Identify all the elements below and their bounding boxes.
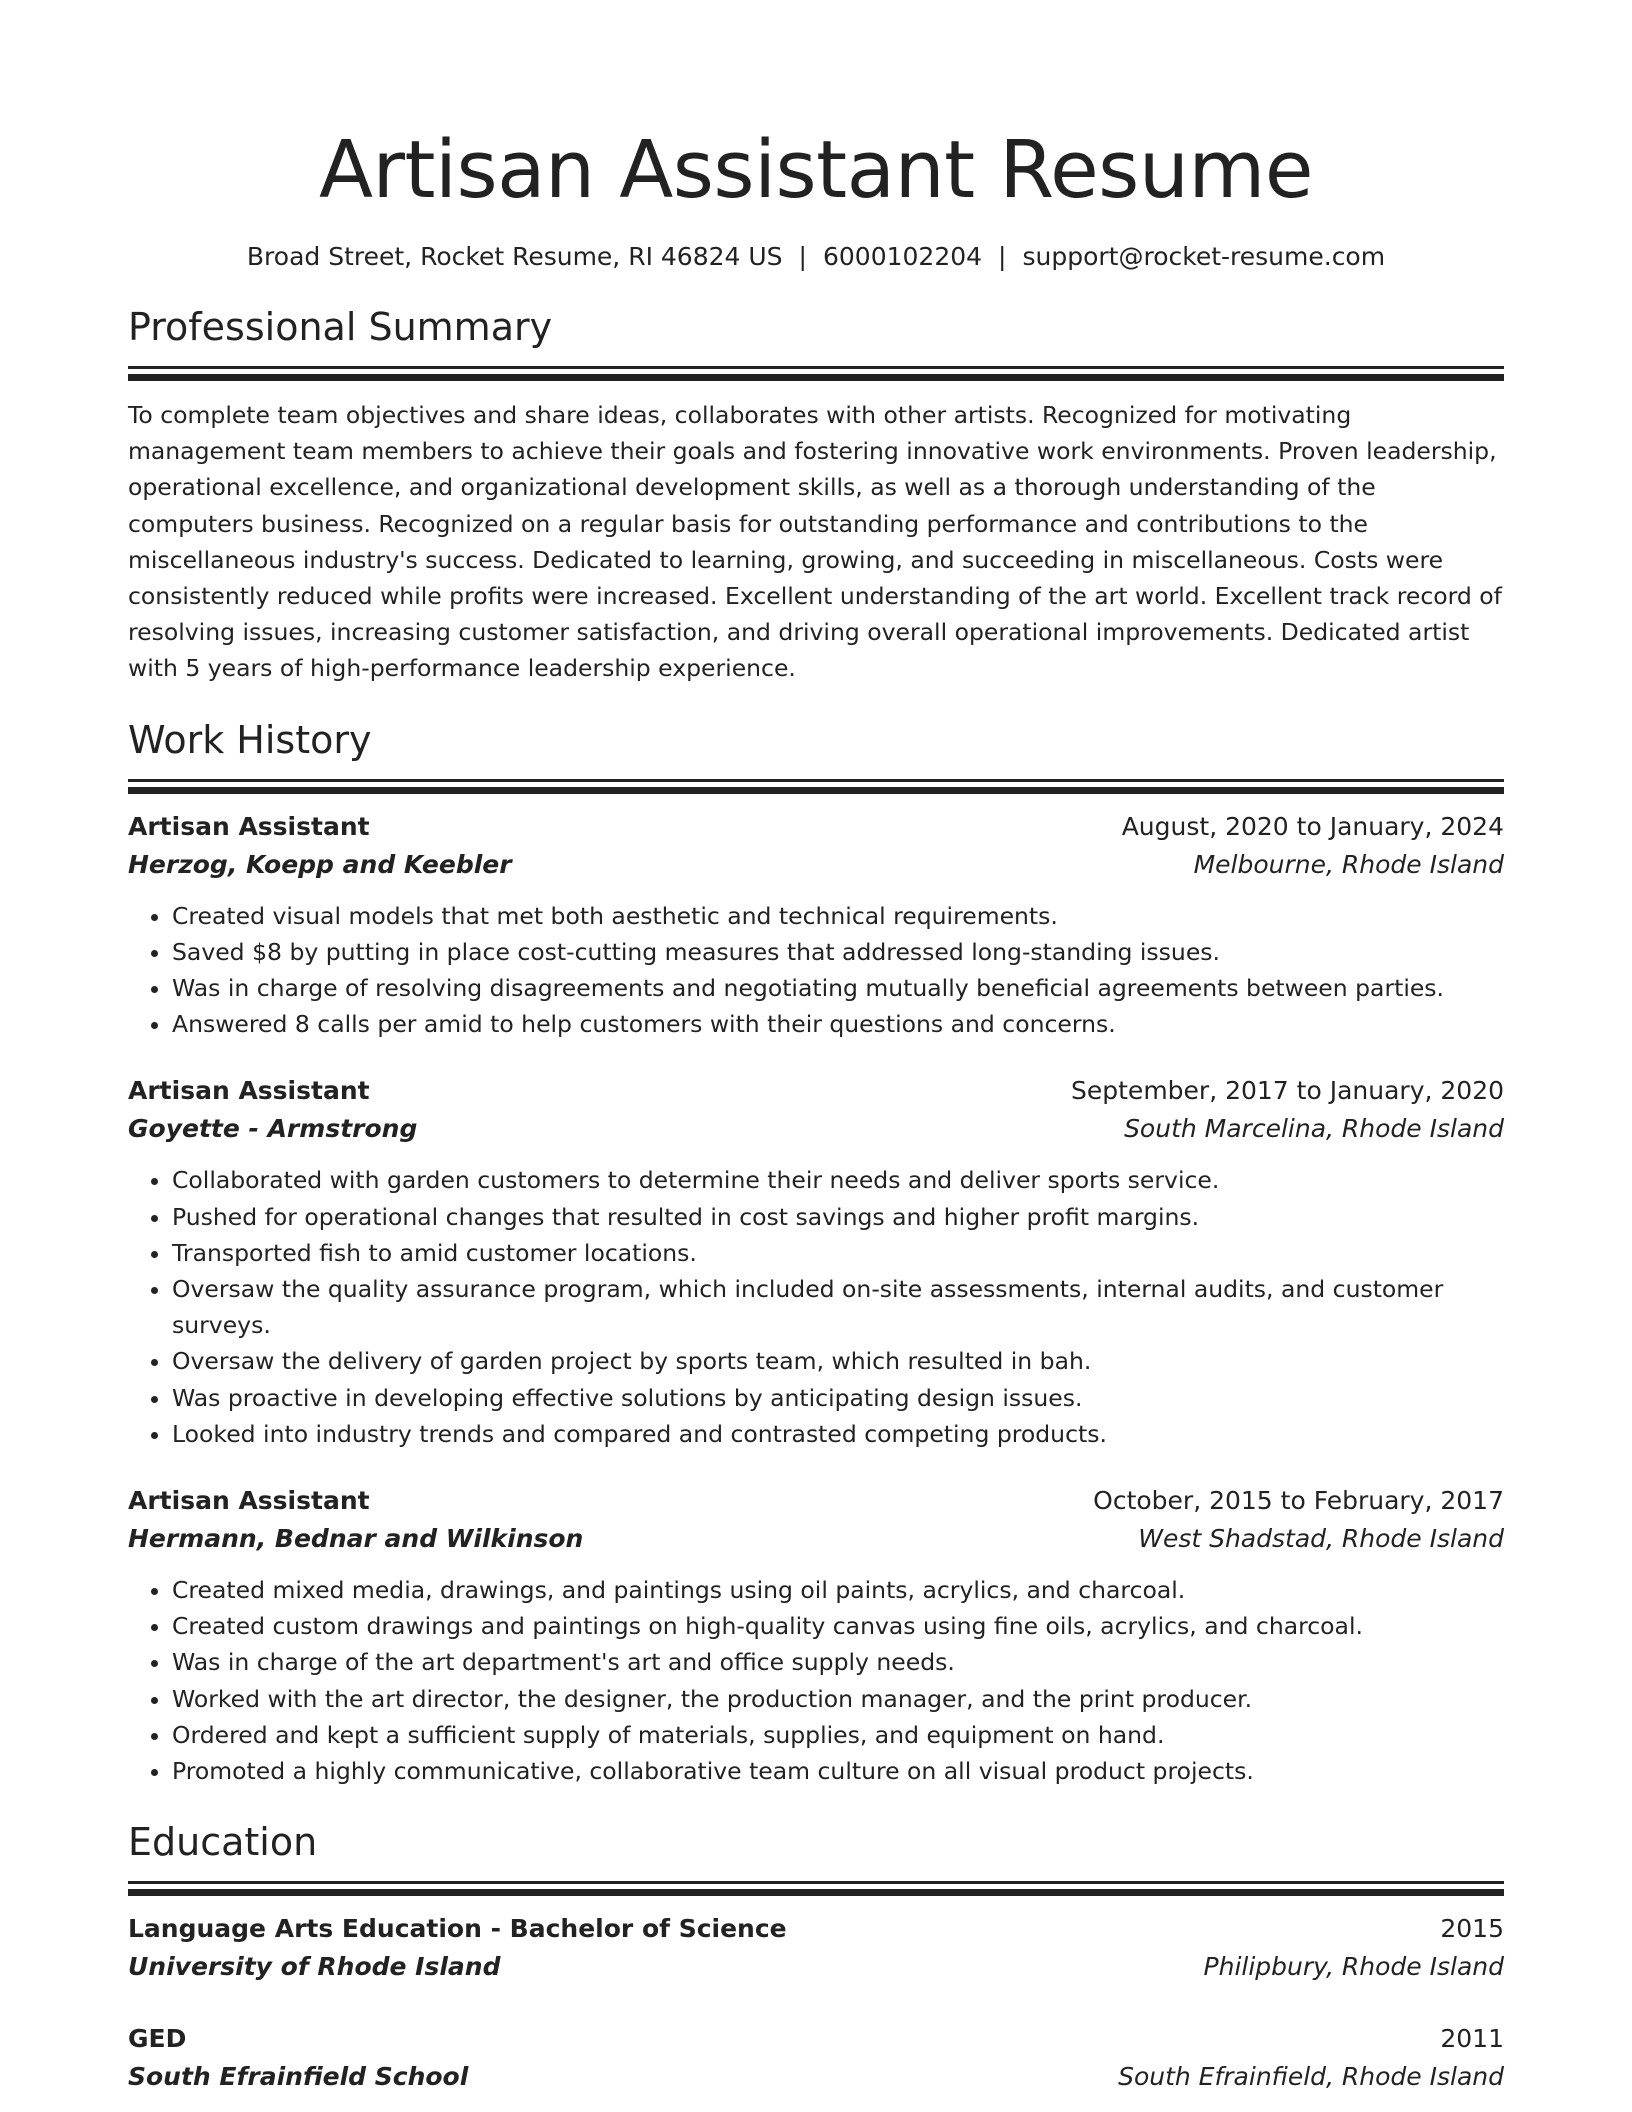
list-item: • Answered 8 calls per amid to help customers with their questions and concerns. bbox=[172, 1006, 1504, 1042]
job-dates: September, 2017 to January, 2020 bbox=[1071, 1076, 1504, 1106]
list-item: • Oversaw the quality assurance program, which included on-site assessments, internal audits, and customer surveys. bbox=[172, 1271, 1504, 1343]
list-item: • Created mixed media, drawings, and paintings using oil paints, acrylics, and charcoal. bbox=[172, 1572, 1504, 1608]
job-location: South Marcelina, Rhode Island bbox=[1124, 1114, 1504, 1144]
school-location: Philipbury, Rhode Island bbox=[1203, 1952, 1504, 1982]
company-name: Goyette - Armstrong bbox=[128, 1114, 418, 1144]
list-item: • Was in charge of resolving disagreements and negotiating mutually beneficial agreements between parties. bbox=[172, 970, 1504, 1006]
job-title: Artisan Assistant bbox=[128, 811, 370, 841]
list-item: • Created visual models that met both aesthetic and technical requirements. bbox=[172, 898, 1504, 934]
address: Broad Street, Rocket Resume, RI 46824 US bbox=[246, 242, 783, 271]
email: support@rocket-resume.com bbox=[1022, 242, 1386, 271]
graduation-year: 2015 bbox=[1440, 1914, 1504, 1944]
degree: Language Arts Education - Bachelor of Science bbox=[128, 1914, 787, 1944]
job-dates: August, 2020 to January, 2024 bbox=[1121, 811, 1504, 841]
job-bullets bbox=[128, 898, 1504, 1043]
job-location: West Shadstad, Rhode Island bbox=[1138, 1524, 1504, 1554]
list-item: • Promoted a highly communicative, collaborative team culture on all visual product projects. bbox=[172, 1753, 1504, 1789]
company-name: Hermann, Bednar and Wilkinson bbox=[128, 1524, 584, 1554]
list-item: • Created custom drawings and paintings on high-quality canvas using fine oils, acrylics, and charcoal. bbox=[172, 1608, 1504, 1644]
job-entry bbox=[128, 1072, 1504, 1452]
job-title: Artisan Assistant bbox=[128, 1076, 370, 1106]
graduation-year: 2011 bbox=[1440, 2024, 1504, 2054]
list-item: • Pushed for operational changes that resulted in cost savings and higher profit margins. bbox=[172, 1199, 1504, 1235]
school-name: University of Rhode Island bbox=[128, 1952, 501, 1982]
job-location: Melbourne, Rhode Island bbox=[1193, 849, 1504, 879]
list-item: • Was proactive in developing effective solutions by anticipating design issues. bbox=[172, 1380, 1504, 1416]
section-divider-thick bbox=[128, 374, 1504, 381]
job-title: Artisan Assistant bbox=[128, 1486, 370, 1516]
job-dates: October, 2015 to February, 2017 bbox=[1093, 1486, 1504, 1516]
list-item: • Looked into industry trends and compared and contrasted competing products. bbox=[172, 1416, 1504, 1452]
list-item: • Worked with the art director, the designer, the production manager, and the print producer. bbox=[172, 1681, 1504, 1717]
education-section bbox=[128, 1817, 1504, 2096]
summary-text: To complete team objectives and share ideas, collaborates with other artists. Recognized for motivating management team members to achieve their goals and fostering innovative work environments. Proven leadership, operational excellence, and organizational development skills, as well as a thorough understanding of the computers business. Recognized on a regular basis for outstanding performance and contributions to the miscellaneous industry's success. Dedicated to learning, growing, and succeeding in miscellaneous. Costs were consistently reduced while profits were increased. Excellent understanding of the art world. Excellent track record of resolving issues, increasing customer satisfaction, and driving overall operational improvements. Dedicated artist with 5 years of high-performance leadership experience. bbox=[128, 401, 1502, 683]
degree: GED bbox=[128, 2024, 187, 2054]
contact-separator: | bbox=[998, 242, 1007, 271]
job-bullets bbox=[128, 1162, 1504, 1452]
education-entry bbox=[128, 1910, 1504, 1986]
job-bullets bbox=[128, 1572, 1504, 1789]
work-history-heading: Work History bbox=[128, 717, 372, 762]
list-item: • Ordered and kept a sufficient supply of materials, supplies, and equipment on hand. bbox=[172, 1717, 1504, 1753]
list-item: • Oversaw the delivery of garden project by sports team, which resulted in bah. bbox=[172, 1343, 1504, 1379]
contact-line bbox=[128, 240, 1504, 274]
section-divider-thick bbox=[128, 787, 1504, 794]
list-item: • Transported fish to amid customer locations. bbox=[172, 1235, 1504, 1271]
section-divider-thick bbox=[128, 1889, 1504, 1896]
summary-heading: Professional Summary bbox=[128, 305, 553, 349]
resume-page bbox=[128, 0, 1504, 2096]
education-heading: Education bbox=[128, 1820, 318, 1865]
company-name: Herzog, Koepp and Keebler bbox=[128, 849, 512, 879]
summary-section bbox=[128, 302, 1504, 687]
education-entry bbox=[128, 2020, 1504, 2096]
section-divider bbox=[128, 366, 1504, 369]
phone: 6000102204 bbox=[822, 242, 983, 271]
job-entry bbox=[128, 808, 1504, 1043]
resume-title: Artisan Assistant Resume bbox=[319, 124, 1313, 216]
school-location: South Efrainfield, Rhode Island bbox=[1118, 2062, 1504, 2092]
list-item: • Was in charge of the art department's art and office supply needs. bbox=[172, 1644, 1504, 1680]
contact-separator: | bbox=[798, 242, 807, 271]
job-entry bbox=[128, 1482, 1504, 1789]
section-divider bbox=[128, 1881, 1504, 1884]
list-item: • Collaborated with garden customers to determine their needs and deliver sports service. bbox=[172, 1162, 1504, 1198]
section-divider bbox=[128, 779, 1504, 782]
work-history-section bbox=[128, 715, 1504, 1790]
list-item: • Saved $8 by putting in place cost-cutting measures that addressed long-standing issues. bbox=[172, 934, 1504, 970]
school-name: South Efrainfield School bbox=[128, 2062, 469, 2092]
